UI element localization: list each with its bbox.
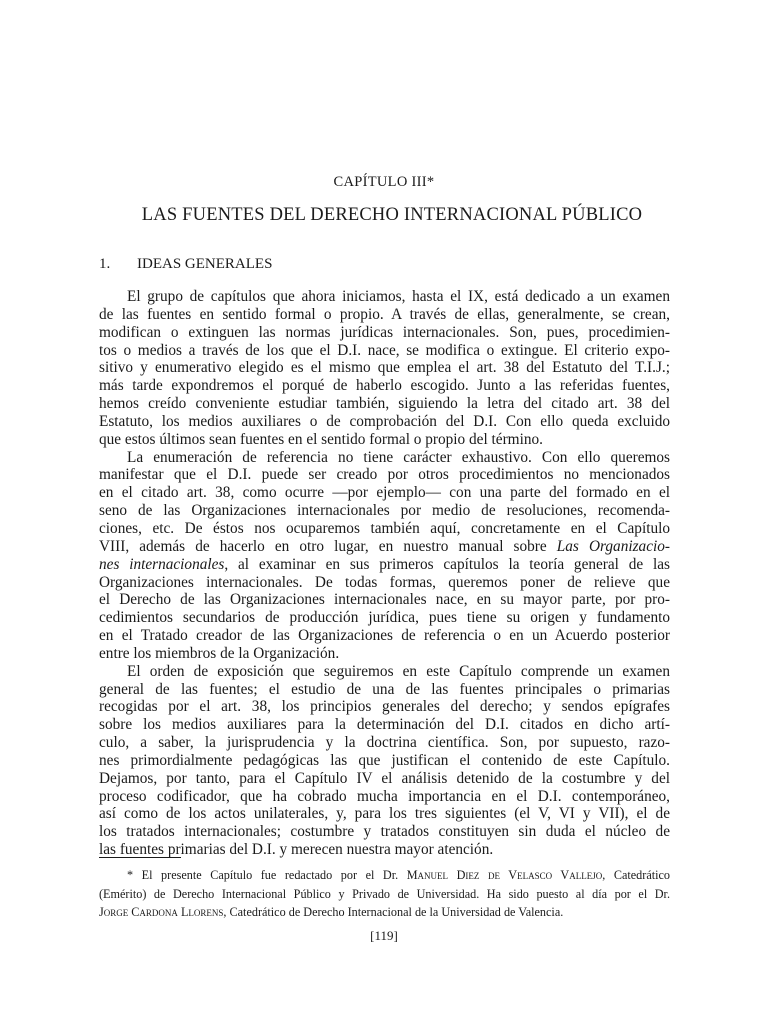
text-line: que estos últimos sean fuentes en el sentido formal o propio del término.: [99, 430, 543, 448]
text-line: más tarde expondremos el porqué de haberlo escogido. Junto a las referidas fuentes,: [99, 377, 670, 395]
text-run: , Catedrático: [602, 868, 671, 882]
text-line: así como de los actos unilaterales, y, para los tres siguientes (el V, VI y VII), el de: [99, 805, 670, 823]
text-line: entre los miembros de la Organización.: [99, 644, 340, 662]
text-line: modifican o extinguen las normas jurídicas internacionales. Son, pues, procedimien-: [99, 323, 670, 341]
text-line: cedimientos secundarios de producción jurídica, pues tiene su origen y fundamento: [99, 609, 670, 627]
author-name: Manuel Diez de Velasco Vallejo: [406, 868, 603, 882]
footnote: [99, 866, 670, 922]
text-line: [99, 556, 670, 574]
section-title: IDEAS GENERALES: [137, 256, 273, 272]
text-line: [99, 538, 670, 556]
text-line: nes primordialmente pedagógicas las que justifican el contenido de este Capítulo.: [99, 751, 670, 769]
footnote-line: (Emérito) de Derecho Internacional Público y Privado de Universidad. Ha sido puesto al día por el Dr.: [99, 886, 670, 901]
text-line: en el Tratado creador de las Organizaciones de referencia o en un Acuerdo posterior: [99, 627, 670, 645]
text-line: Estatuto, los medios auxiliares o de comprobación del D.I. Con ello queda excluido: [99, 412, 670, 430]
text-line: proceso codificador, que ha cobrado mucha importancia en el D.I. contemporáneo,: [99, 787, 670, 805]
body-text: [99, 288, 670, 859]
text-line: Organizaciones internacionales. De todas formas, queremos poner de relieve que: [99, 573, 670, 591]
text-line: ciones, etc. De éstos nos ocuparemos también aquí, concretamente en el Capítulo: [99, 519, 670, 537]
text-line: el Derecho de las Organizaciones internacionales nace, en su mayor parte, por pro-: [99, 591, 670, 609]
footnote-line: [99, 903, 670, 922]
text-line: El orden de exposición que seguiremos en este Capítulo comprende un examen: [127, 662, 670, 680]
footnote-line: [99, 866, 670, 885]
text-line: Dejamos, por tanto, para el Capítulo IV el análisis detenido de la costumbre y del: [99, 769, 670, 787]
text-line: seno de las Organizaciones internacionales por medio de resoluciones, recomenda-: [99, 502, 670, 520]
text-line: La enumeración de referencia no tiene carácter exhaustivo. Con ello queremos: [127, 448, 670, 466]
footnote-divider: [99, 857, 181, 858]
text-run: VIII, además de hacerlo en otro lugar, en nuestro manual sobre: [99, 537, 557, 555]
text-line: sitivo y enumerativo elegido es el mismo que emplea el art. 38 del Estatuto del T.I.J.;: [99, 359, 670, 377]
section-heading: [99, 256, 272, 273]
text-run: , al examinar en sus primeros capítulos la teoría general de las: [224, 555, 670, 573]
text-line: tos o medios a través de los que el D.I. nace, se modifica o extingue. El criterio expo-: [99, 341, 670, 359]
text-line: sobre los medios auxiliares para la determinación del D.I. citados en dicho artí-: [99, 716, 670, 734]
chapter-label: CAPÍTULO III*: [333, 174, 435, 190]
text-line: manifestar que el D.I. puede ser creado por otros procedimientos no mencionados: [99, 466, 670, 484]
text-line: en el citado art. 38, como ocurre —por ejemplo— con una parte del formado en el: [99, 484, 670, 502]
text-line: los tratados internacionales; costumbre y tratados constituyen sin duda el núcleo de: [99, 823, 670, 841]
text-run: , Catedrático de Derecho Internacional de la Universidad de Valencia.: [223, 905, 564, 919]
text-line: las fuentes primarias del D.I. y merecen nuestra mayor atención.: [99, 841, 494, 859]
text-line: recogidas por el art. 38, los principios generales del derecho; y sendos epígrafes: [99, 698, 670, 716]
text-line: de las fuentes en sentido formal o propio. A través de ellas, generalmente, se crean,: [99, 305, 670, 323]
text-line: El grupo de capítulos que ahora iniciamos, hasta el IX, está dedicado a un examen: [127, 288, 670, 305]
book-title-italic: Las Organizacio-: [556, 537, 670, 555]
text-line: hemos creído conveniente estudiar también, siguiendo la letra del citado art. 38 del: [99, 395, 670, 413]
text-run: * El presente Capítulo fue redactado por el Dr.: [127, 868, 407, 882]
text-line: culo, a saber, la jurisprudencia y la doctrina científica. Son, por supuesto, razo-: [99, 734, 670, 752]
chapter-title: LAS FUENTES DEL DERECHO INTERNACIONAL PÚBLICO: [141, 205, 643, 225]
section-number: 1.: [99, 256, 111, 272]
book-title-italic: nes internacionales: [99, 555, 225, 573]
page-number: [119]: [370, 928, 398, 943]
author-name: Jorge Cardona Llorens: [99, 905, 224, 919]
text-line: general de las fuentes; el estudio de una de las fuentes principales o primarias: [99, 680, 670, 698]
